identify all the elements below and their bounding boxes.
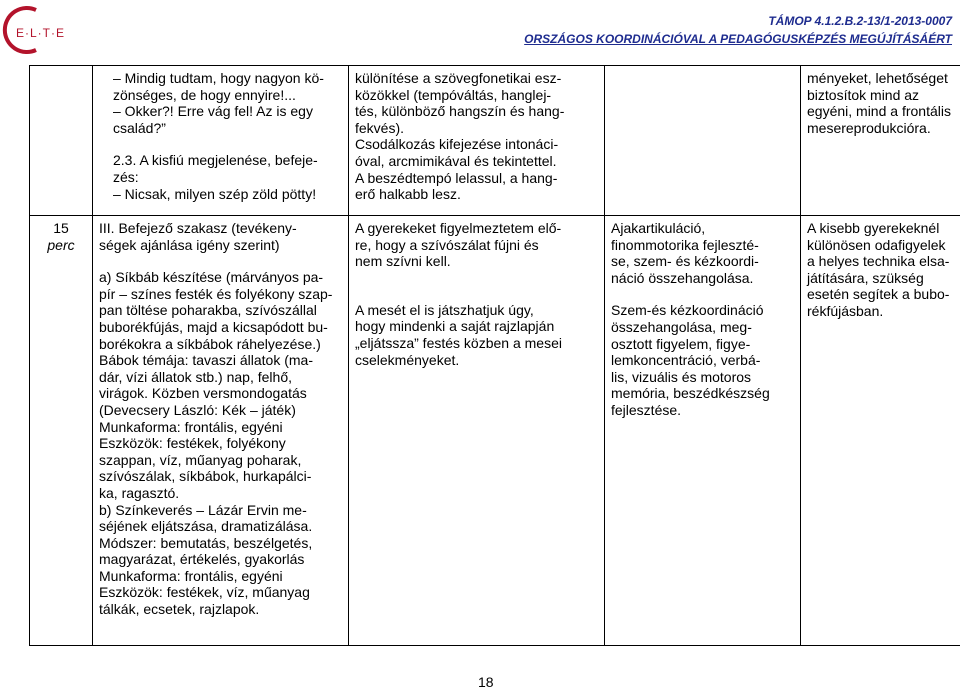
- text-line: cselekményeket.: [355, 351, 460, 368]
- text-line: közökkel (tempóváltás, hanglej-: [355, 86, 552, 103]
- text-line: ségek ajánlása igény szerint): [99, 236, 280, 253]
- text-line: tálkák, ecsetek, rajzlapok.: [99, 601, 260, 618]
- elte-logo: [2, 4, 72, 56]
- text-line: pír – színes festék és folyékony szap-: [99, 285, 333, 302]
- text-line: zönséges, de hogy ennyire!...: [113, 86, 296, 103]
- text-line: osztott figyelem, figye-: [611, 335, 751, 352]
- text-line: Szem-és kézkoordináció: [611, 302, 764, 319]
- goals-cell: [605, 216, 801, 646]
- text-line: hogy mindenki a saját rajzlapján: [355, 318, 555, 335]
- text-line: szívószálak, síkbábok, hurkapálci-: [99, 468, 312, 485]
- text-line: 2.3. A kisfiú megjelenése, befeje-: [113, 152, 318, 169]
- notes-cell: [801, 66, 960, 216]
- text-line: se, szem- és kézkoordi-: [611, 253, 759, 270]
- time-unit: perc: [47, 236, 75, 253]
- text-line: A kisebb gyerekeknél: [807, 220, 940, 236]
- text-line: lemkoncentráció, verbá-: [611, 352, 761, 369]
- text-line: fekvés).: [355, 119, 405, 136]
- text-line: Eszközök: festékek, folyékony: [99, 435, 286, 452]
- text-line: ka, ragasztó.: [99, 484, 180, 501]
- text-line: Munkaforma: frontális, egyéni: [99, 418, 283, 435]
- method-cell: [349, 66, 605, 216]
- text-line: – Mindig tudtam, hogy nagyon kö-: [113, 70, 324, 86]
- logo-text: E·L·T·E: [16, 26, 65, 40]
- text-line: re, hogy a szívószálat fújni és: [355, 236, 539, 253]
- method-cell: [349, 216, 605, 646]
- text-line: tés, különböző hangszín és hang-: [355, 103, 565, 120]
- text-line: játítására, szükség: [807, 269, 924, 286]
- text-line: különösen odafigyelek: [807, 236, 946, 253]
- table-row: [30, 216, 960, 646]
- time-cell: [30, 66, 93, 216]
- text-line: III. Befejező szakasz (tevékeny-: [99, 220, 297, 236]
- text-line: memória, beszédkészség: [611, 385, 770, 402]
- text-line: Módszer: bemutatás, beszélgetés,: [99, 534, 313, 551]
- text-line: egyéni, mind a frontális: [807, 103, 951, 120]
- text-line: biztosítok mind az: [807, 86, 920, 103]
- text-line: ményeket, lehetőséget: [807, 70, 948, 86]
- text-line: esetén segítek a bubo-: [807, 286, 950, 303]
- text-line: különítése a szövegfonetikai esz-: [355, 70, 562, 86]
- activity-cell: [93, 66, 349, 216]
- text-line: lis, vizuális és motoros: [611, 368, 752, 385]
- project-code: TÁMOP 4.1.2.B.2-13/1-2013-0007: [768, 14, 952, 28]
- text-line: Ajakartikuláció,: [611, 220, 706, 236]
- text-line: Bábok témája: tavaszi állatok (ma-: [99, 352, 313, 369]
- notes-cell: [801, 216, 960, 646]
- time-value: 15: [53, 220, 69, 236]
- text-line: – Nicsak, milyen szép zöld pötty!: [113, 185, 317, 202]
- text-line: pan töltése poharakba, szívószállal: [99, 302, 317, 319]
- text-line: erő halkabb lesz.: [355, 186, 461, 203]
- text-line: a) Síkbáb készítése (márványos pa-: [99, 269, 324, 286]
- text-line: náció összehangolása.: [611, 269, 754, 286]
- text-line: mesereprodukcióra.: [807, 119, 931, 136]
- text-line: borékokra a síkbábok ráhelyezése.): [99, 335, 321, 352]
- table-row: [30, 66, 960, 216]
- text-line: Munkaforma: frontális, egyéni: [99, 567, 283, 584]
- text-line: b) Színkeverés – Lázár Ervin me-: [99, 501, 307, 518]
- text-line: Csodálkozás kifejezése intonáci-: [355, 136, 559, 153]
- text-line: finommotorika fejleszté-: [611, 236, 759, 253]
- text-line: óval, arcmimikával és tekintettel.: [355, 152, 557, 169]
- text-line: fejlesztése.: [611, 401, 682, 418]
- text-line: rékfújásban.: [807, 302, 884, 319]
- text-line: séjének eljátszása, dramatizálása.: [99, 518, 313, 535]
- page-number: 18: [478, 674, 494, 690]
- activity-cell: [93, 216, 349, 646]
- text-line: A gyerekeket figyelmeztetem elő-: [355, 220, 562, 236]
- text-line: dár, vízi állatok stb.) nap, felhő,: [99, 368, 292, 385]
- text-line: A beszédtempó lelassul, a hang-: [355, 169, 558, 186]
- time-cell: [30, 216, 93, 646]
- text-line: a helyes technika elsa-: [807, 253, 950, 270]
- text-line: zés:: [113, 168, 139, 185]
- text-line: összehangolása, meg-: [611, 318, 752, 335]
- text-line: „eljátssza” festés közben a mesei: [355, 334, 562, 351]
- text-line: nem szívni kell.: [355, 253, 451, 270]
- goals-cell: [605, 66, 801, 216]
- text-line: A mesét el is játszhatjuk úgy,: [355, 301, 534, 318]
- text-line: virágok. Közben versmondogatás: [99, 385, 307, 402]
- text-line: magyarázat, értékelés, gyakorlás: [99, 551, 305, 568]
- project-title: ORSZÁGOS KOORDINÁCIÓVAL A PEDAGÓGUSKÉPZÉS MEGÚJÍTÁSÁÉRT: [524, 32, 952, 46]
- text-line: szappan, víz, műanyag poharak,: [99, 451, 302, 468]
- text-line: – Okker?! Erre vág fel! Az is egy: [113, 103, 313, 120]
- text-line: család?”: [113, 119, 166, 136]
- text-line: Eszközök: festékek, víz, műanyag: [99, 584, 310, 601]
- text-line: (Devecsery László: Kék – játék): [99, 401, 296, 418]
- lesson-table: [29, 65, 960, 646]
- text-line: buborékfújás, majd a kicsapódott bu-: [99, 318, 328, 335]
